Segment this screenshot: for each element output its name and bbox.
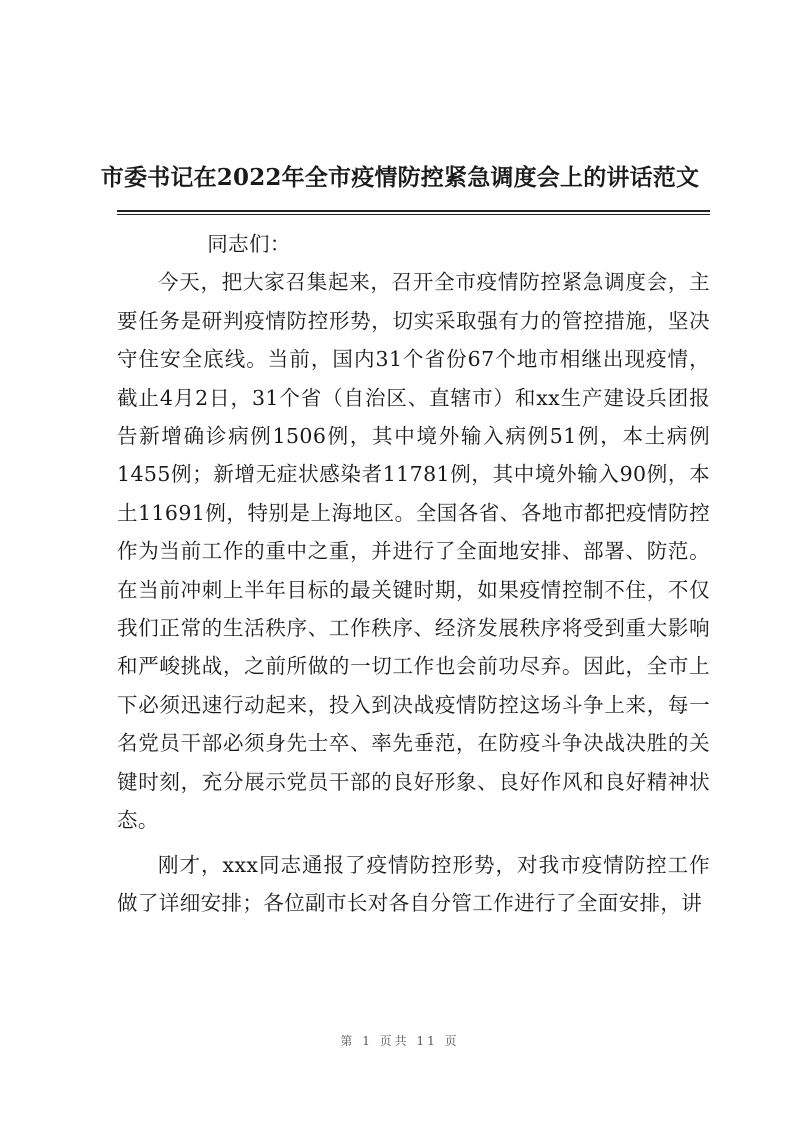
title-divider-thin — [117, 214, 710, 215]
page-number-footer: 第 1 页共 11 页 — [340, 1034, 460, 1048]
document-body — [117, 225, 710, 922]
greeting: 同志们： — [207, 232, 291, 256]
document-title: 市委书记在2022年全市疫情防控紧急调度会上的讲话范文 — [100, 164, 700, 191]
paragraph-2: 刚才，xxx同志通报了疫情防控形势，对我市疫情防控工作做了详细安排；各位副市长对各自分管工作进行了全面安排，讲 — [117, 852, 710, 915]
paragraph-1: 今天，把大家召集起来，召开全市疫情防控紧急调度会，主要任务是研判疫情防控形势，切实采取强有力的管控措施，坚决守住安全底线。当前，国内31个省份67个地市相继出现疫情，截止4月2日，31个省（自治区、直辖市）和xx生产建设兵团报告新增确诊病例1506例，其中境外输入病例51例，本土病例1455例；新增无症状感染者11781例，其中境外输入90例，本土11691例，特别是上海地区。全国各省、各地市都把疫情防控作为当前工作的重中之重，并进行了全面地安排、部署、防范。在当前冲刺上半年目标的最关键时期，如果疫情控制不住，不仅我们正常的生活秩序、工作秩序、经济发展秩序将受到重大影响和严峻挑战，之前所做的一切工作也会前功尽弃。因此，全市上下必须迅速行动起来，投入到决战疫情防控这场斗争上来，每一名党员干部必须身先士卒、率先垂范，在防疫斗争决战决胜的关键时刻，充分展示党员干部的良好形象、良好作风和良好精神状态。 — [117, 270, 710, 833]
title-divider-thick — [117, 210, 710, 212]
